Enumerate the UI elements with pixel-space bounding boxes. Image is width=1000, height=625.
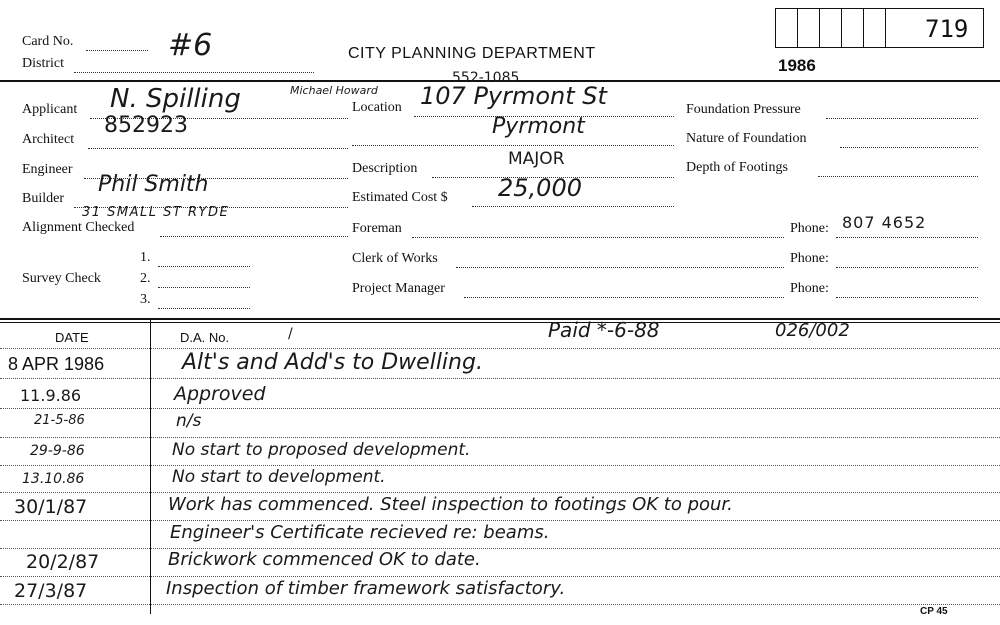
cost-line xyxy=(472,206,674,207)
number-box-cell xyxy=(819,8,842,48)
foundation-pressure-label: Foundation Pressure xyxy=(686,102,801,117)
log-text: No start to proposed development. xyxy=(172,440,471,460)
survey-item-2: 2. xyxy=(140,271,151,286)
applicant-note: Michael Howard xyxy=(290,84,378,97)
log-text: Engineer's Certificate recieved re: beams. xyxy=(170,522,550,543)
card-no-line xyxy=(86,50,148,51)
phone-line xyxy=(836,237,978,238)
builder-address: 31 SMALL ST RYDE xyxy=(82,205,230,220)
nature-foundation-label: Nature of Foundation xyxy=(686,131,807,146)
log-row-line xyxy=(0,348,1000,349)
alignment-label: Alignment Checked xyxy=(22,220,135,235)
number-box-cell xyxy=(797,8,820,48)
card-no-value: #6 xyxy=(168,28,213,63)
log-date: 30/1/87 xyxy=(14,496,88,518)
phone-label: Phone: xyxy=(790,221,829,236)
survey-item-3: 3. xyxy=(140,292,151,307)
form-code: CP 45 xyxy=(920,606,948,617)
log-date: 21-5-86 xyxy=(34,413,85,428)
ref-value: 026/002 xyxy=(775,320,850,341)
paid-value: Paid *-6-88 xyxy=(548,318,660,342)
log-row-line xyxy=(0,465,1000,466)
log-text: Inspection of timber framework satisfactory. xyxy=(166,578,566,599)
foreman-line xyxy=(412,237,784,238)
number-box-cell xyxy=(841,8,864,48)
log-text: Approved xyxy=(174,383,266,405)
log-row-line xyxy=(0,408,1000,409)
cost-label: Estimated Cost $ xyxy=(352,190,448,205)
clerk-line xyxy=(456,267,784,268)
engineer-label: Engineer xyxy=(22,162,73,177)
foundation-pressure-line xyxy=(826,118,978,119)
card-no-label: Card No. xyxy=(22,34,74,49)
log-row-line xyxy=(0,378,1000,379)
date-header: DATE xyxy=(55,330,89,345)
phone-label: Phone: xyxy=(790,251,829,266)
phone-top: 552-1085 xyxy=(452,70,520,86)
department-title: CITY PLANNING DEPARTMENT xyxy=(348,45,596,62)
survey-item-1: 1. xyxy=(140,250,151,265)
architect-label: Architect xyxy=(22,132,75,147)
survey-line xyxy=(158,308,250,309)
log-text: Alt's and Add's to Dwelling. xyxy=(182,350,483,375)
year-label: 1986 xyxy=(778,56,816,75)
log-date: 27/3/87 xyxy=(14,580,88,602)
applicant-value: N. Spilling xyxy=(110,84,241,114)
log-date: 13.10.86 xyxy=(22,471,85,487)
builder-value: Phil Smith xyxy=(98,172,209,197)
district-line xyxy=(74,72,314,73)
depth-footings-label: Depth of Footings xyxy=(686,160,788,175)
description-label: Description xyxy=(352,161,418,176)
log-text: Work has commenced. Steel inspection to footings OK to pour. xyxy=(168,494,733,515)
number-box-cell xyxy=(775,8,798,48)
survey-line xyxy=(158,287,250,288)
phone-line xyxy=(836,267,978,268)
cost-value: 25,000 xyxy=(498,174,582,202)
survey-label: Survey Check xyxy=(22,271,101,286)
district-label: District xyxy=(22,56,64,71)
log-row-line xyxy=(0,437,1000,438)
pm-label: Project Manager xyxy=(352,281,445,296)
log-date: 11.9.86 xyxy=(20,386,82,405)
log-row-line xyxy=(0,548,1000,549)
phone-label: Phone: xyxy=(790,281,829,296)
pm-line xyxy=(464,297,784,298)
description-value: MAJOR xyxy=(508,149,565,169)
depth-footings-line xyxy=(818,176,978,177)
builder-label: Builder xyxy=(22,191,64,206)
date-column-divider xyxy=(150,318,151,614)
log-row-line xyxy=(0,492,1000,493)
foreman-label: Foreman xyxy=(352,221,402,236)
da-value: / xyxy=(288,326,293,342)
number-box-cell xyxy=(863,8,886,48)
log-text: No start to development. xyxy=(172,467,386,487)
log-row-line xyxy=(0,604,1000,605)
survey-line xyxy=(158,266,250,267)
log-date: 8 APR 1986 xyxy=(8,354,105,374)
log-text: n/s xyxy=(176,411,202,431)
phone-value: 807 4652 xyxy=(842,213,927,232)
location-line-2 xyxy=(352,145,674,146)
nature-foundation-line xyxy=(840,147,978,148)
architect-value: 852923 xyxy=(104,113,188,138)
log-date: 20/2/87 xyxy=(26,551,100,573)
log-date: 29-9-86 xyxy=(30,443,85,459)
log-text: Brickwork commenced OK to date. xyxy=(168,549,481,570)
location-value: 107 Pyrmont St xyxy=(420,82,607,110)
clerk-label: Clerk of Works xyxy=(352,251,438,266)
location-label: Location xyxy=(352,100,402,115)
card-number: 719 xyxy=(925,15,969,43)
applicant-label: Applicant xyxy=(22,102,78,117)
architect-line xyxy=(88,148,348,149)
alignment-line xyxy=(160,236,348,237)
log-row-line xyxy=(0,520,1000,521)
location-value-2: Pyrmont xyxy=(492,114,585,139)
da-label: D.A. No. xyxy=(180,330,230,345)
log-row-line xyxy=(0,576,1000,577)
phone-line xyxy=(836,297,978,298)
